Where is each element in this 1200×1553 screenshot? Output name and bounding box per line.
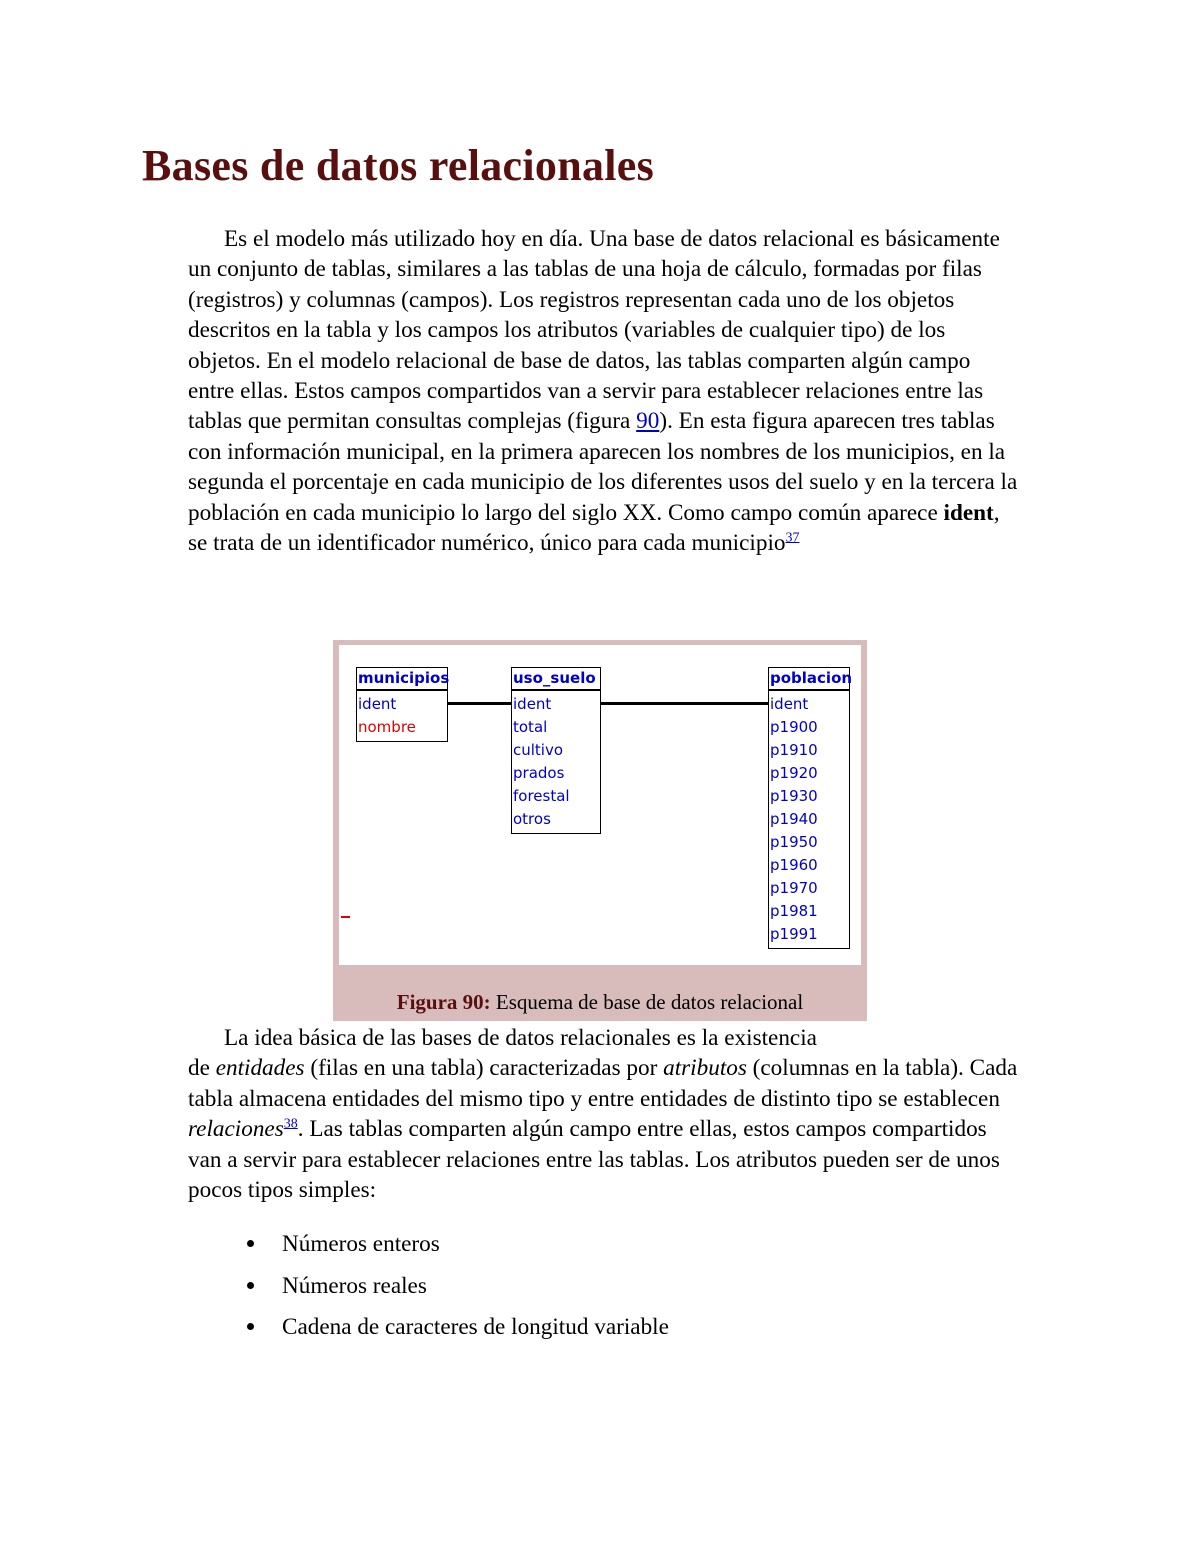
table-uso-suelo: [511, 667, 601, 834]
intro-text-1: Es el modelo más utilizado hoy en día. Una base de datos relacional es básicamente un conjunto de tablas, similares a las tablas de una hoja de cálculo, formadas por filas (registros) y columnas (campos). Los registros representan cada uno de los objetos descritos en la tabla y los campos los atributos (variables de cualquier tipo) de los objetos. En el modelo relacional de base de datos, las tablas comparten algún campo entre ellas. Estos campos compartidos van a servir para establecer relaciones entre las tablas que permitan consultas complejas (figura: [188, 226, 1000, 435]
relation-line-municipios-uso-suelo: [447, 702, 511, 705]
term-entidades: entidades: [215, 1055, 305, 1082]
red-mark: [341, 916, 350, 918]
field-uso-suelo-forestal: forestal: [513, 787, 570, 805]
term-atributos: atributos: [663, 1055, 747, 1082]
entities-text-2: de: [188, 1055, 216, 1082]
field-uso-suelo-prados: prados: [513, 764, 565, 782]
figure-caption-label: Figura 90:: [396, 990, 491, 1014]
field-poblacion-p1930: p1930: [770, 787, 818, 805]
list-item-text: Números reales: [282, 1272, 427, 1299]
term-relaciones: relaciones: [188, 1116, 284, 1143]
table-municipios-header: municipios: [357, 668, 447, 691]
list-item-text: Cadena de caracteres de longitud variable: [282, 1314, 669, 1340]
field-poblacion-p1950: p1950: [770, 833, 818, 851]
field-poblacion-p1970: p1970: [770, 879, 818, 897]
field-poblacion-ident: ident: [770, 695, 809, 713]
field-poblacion-p1910: p1910: [770, 741, 818, 759]
field-uso-suelo-total: total: [513, 718, 548, 736]
entities-text-4: (columnas en la tabla). Cada tabla almacena entidades del mismo tipo y entre entidades de distinto tipo se establecen: [188, 1055, 1018, 1112]
figure-90: [333, 640, 867, 1021]
relational-schema-diagram: [339, 645, 861, 965]
list-item-text: Números enteros: [282, 1231, 440, 1257]
list-item: [243, 1313, 669, 1355]
paragraph-entities: [188, 1023, 1018, 1205]
bullet-icon: [247, 1282, 254, 1289]
figure-90-link[interactable]: 90: [636, 408, 660, 435]
field-poblacion-p1991: p1991: [770, 925, 818, 943]
footnote-37-link[interactable]: 37: [785, 530, 800, 546]
field-uso-suelo-ident: ident: [513, 695, 552, 713]
field-poblacion-p1981: p1981: [770, 902, 818, 920]
page-title: Bases de datos relacionales: [142, 141, 655, 190]
field-municipios-nombre: nombre: [358, 718, 416, 736]
intro-text-3: , se trata de un identificador numérico, único para cada municipio: [188, 499, 1000, 557]
entities-text-1: La idea básica de las bases de datos relacionales es la existencia: [224, 1025, 817, 1051]
bullet-icon: [247, 1323, 254, 1330]
figure-caption: [333, 990, 867, 1015]
field-poblacion-p1940: p1940: [770, 810, 818, 828]
table-poblacion: [768, 667, 853, 949]
attribute-types-list: [243, 1230, 669, 1355]
field-poblacion-p1960: p1960: [770, 856, 818, 874]
field-poblacion-p1920: p1920: [770, 764, 818, 782]
ident-term: ident: [943, 499, 994, 526]
field-uso-suelo-cultivo: cultivo: [513, 741, 564, 759]
bullet-icon: [247, 1240, 254, 1247]
field-poblacion-p1900: p1900: [770, 718, 818, 736]
paragraph-intro: [188, 224, 1018, 558]
field-uso-suelo-otros: otros: [513, 810, 551, 828]
list-item: [243, 1272, 669, 1314]
table-uso-suelo-header: uso_suelo: [512, 668, 600, 691]
list-item: [243, 1230, 669, 1272]
figure-caption-text: Esquema de base de datos relacional: [495, 990, 804, 1014]
intro-text-2: ). En esta figura aparecen tres tablas con información municipal, en la primera aparecen los nombres de los municipios, en la segunda el porcentaje en cada municipio de los diferentes usos del suelo y en la tercera la población en cada municipio lo largo del siglo XX. Como campo común aparece: [188, 408, 1018, 526]
entities-text-5: . Las tablas comparten algún campo entre ellas, estos campos compartidos van a servir para establecer relaciones entre las tablas. Los atributos pueden ser de unos pocos tipos simples:: [188, 1116, 1000, 1204]
entities-text-3: (filas en una tabla) caracterizadas por: [304, 1055, 664, 1082]
relation-line-uso-suelo-poblacion: [600, 702, 768, 705]
footnote-38-link[interactable]: 38: [283, 1116, 298, 1132]
table-poblacion-header: poblacion: [769, 668, 849, 691]
field-municipios-ident: ident: [358, 695, 397, 713]
table-municipios: [356, 667, 448, 742]
